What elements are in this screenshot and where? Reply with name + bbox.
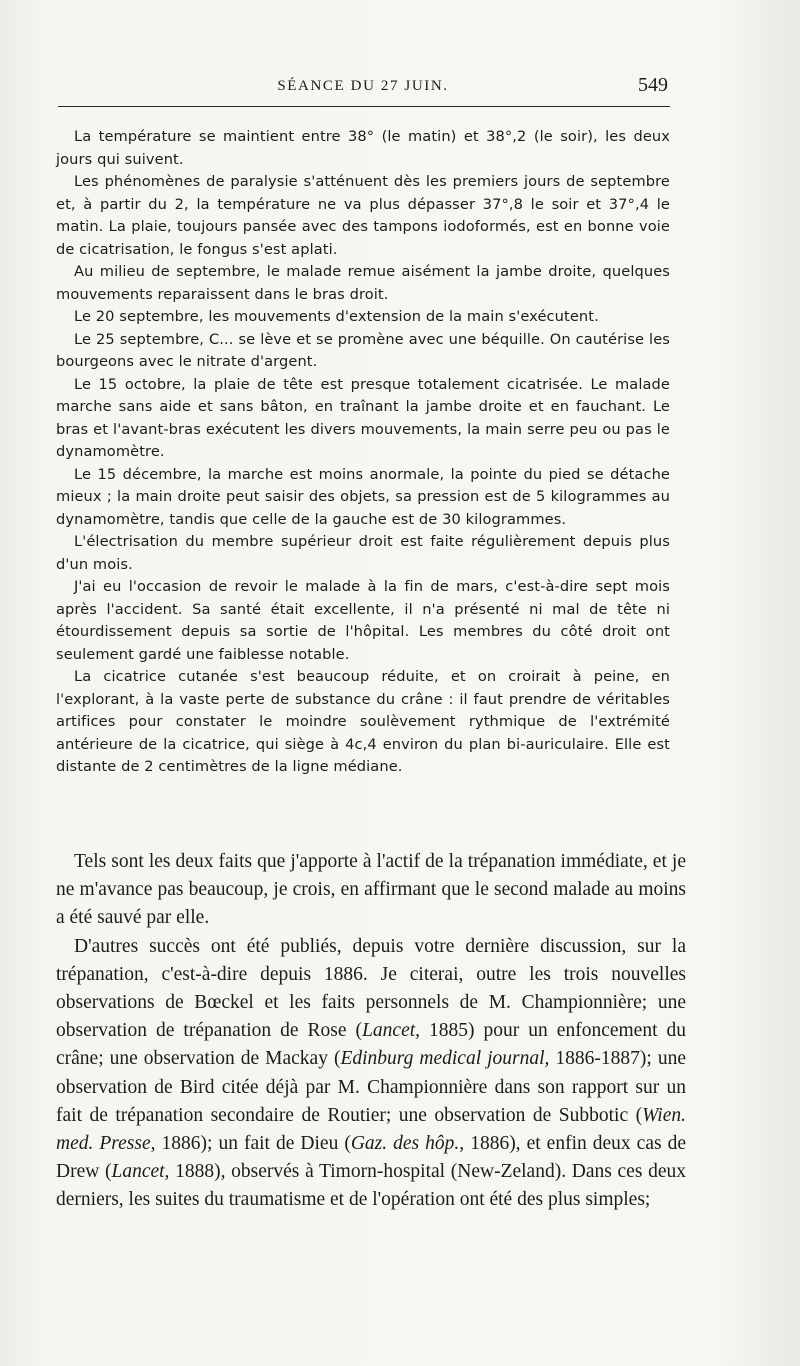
citation-title: Lancet, — [111, 1161, 170, 1183]
citation-title: Gaz. des hôp., — [350, 1133, 465, 1155]
paragraph: Le 20 septembre, les mouvements d'extension de la main s'exécutent. — [74, 308, 599, 325]
main-text — [56, 848, 686, 1215]
paragraph: La cicatrice cutanée s'est beaucoup réduite, et on croirait à peine, en l'explorant, à la vaste perte de substance du crâne : il faut prendre de véritables artifices pour constater le moindre soulèvement rythmique de l'extrémité antérieure de la cicatrice, qui siège à 4c,4 environ du plan bi-auriculaire. Elle est distante de 2 centimètres de la ligne médiane. — [56, 668, 670, 775]
page-number: 549 — [638, 74, 668, 96]
text-run: 1886), et enfin deux cas de Drew ( — [56, 1133, 686, 1183]
text-run: 1888), observés à Timorn-hospital (New-Zeland). Dans ces deux derniers, les suites du traumatisme et de l'opération ont été des plus simples; — [56, 1161, 686, 1211]
paragraph: J'ai eu l'occasion de revoir le malade à la fin de mars, c'est-à-dire sept mois après l'accident. Sa santé était excellente, il n'a présenté ni mal de tête ni étourdissement depuis sa sortie de l'hôpital. Les membres du côté droit ont seulement gardé une faiblesse notable. — [56, 578, 670, 663]
text-run: 1885) pour un enfoncement du crâne; une observation de Mackay ( — [56, 1020, 687, 1070]
paragraph: Tels sont les deux faits que j'apporte à l'actif de la trépanation immédiate, et je ne m'avance pas beaucoup, je crois, en affirmant que le second malade au moins a été sauvé par elle. — [56, 851, 686, 929]
paragraph: La température se maintient entre 38° (le matin) et 38°,2 (le soir), les deux jours qui suivent. — [56, 128, 670, 168]
case-report-text — [56, 126, 670, 779]
paragraph: Le 25 septembre, C... se lève et se promène avec une béquille. On cautérise les bourgeons avec le nitrate d'argent. — [56, 330, 670, 370]
running-title: SÉANCE DU 27 JUIN. — [277, 78, 449, 94]
text-run: D'autres succès ont été publiés, depuis votre dernière discussion, sur la trépanation, c'est-à-dire depuis 1886. Je citerai, outre les trois nouvelles observations de Bœckel et les faits personnels de M. Championnière; une observation de trépanation de Rose ( — [56, 935, 686, 1042]
page-header — [58, 74, 668, 102]
citation-title: Lancet, — [362, 1020, 421, 1042]
text-run: 1886-1887); une observation de Bird citée déjà par M. Championnière dans son rapport sur un fait de trépanation secondaire de Routier; une observation de Subbotic ( — [56, 1048, 686, 1126]
header-rule — [58, 106, 670, 107]
paragraph: Les phénomènes de paralysie s'atténuent dès les premiers jours de septembre et, à partir du 2, la température ne va plus dépasser 37°,8 le soir et 37°,4 le matin. La plaie, toujours pansée avec des tampons iodoformés, est en bonne voie de cicatrisation, le fongus s'est aplati. — [56, 173, 670, 258]
text-run: 1886); un fait de Dieu ( — [155, 1133, 351, 1155]
citation-title: Edinburg medical journal, — [340, 1048, 550, 1070]
paragraph: Au milieu de septembre, le malade remue aisément la jambe droite, quelques mouvements reparaissent dans le bras droit. — [56, 263, 670, 303]
paragraph — [56, 933, 686, 1215]
paragraph: Le 15 décembre, la marche est moins anormale, la pointe du pied se détache mieux ; la main droite peut saisir des objets, sa pression est de 5 kilogrammes au dynamomètre, tandis que celle de la gauche est de 30 kilogrammes. — [56, 465, 670, 528]
citation-title: Wien. med. Presse, — [56, 1104, 686, 1155]
paragraph: Le 15 octobre, la plaie de tête est presque totalement cicatrisée. Le malade marche sans aide et sans bâton, en traînant la jambe droite et en fauchant. Le bras et l'avant-bras exécutent les divers mouvements, la main serre peu ou pas le dynamomètre. — [56, 375, 670, 460]
paragraph: L'électrisation du membre supérieur droit est faite régulièrement depuis plus d'un mois. — [56, 533, 670, 573]
